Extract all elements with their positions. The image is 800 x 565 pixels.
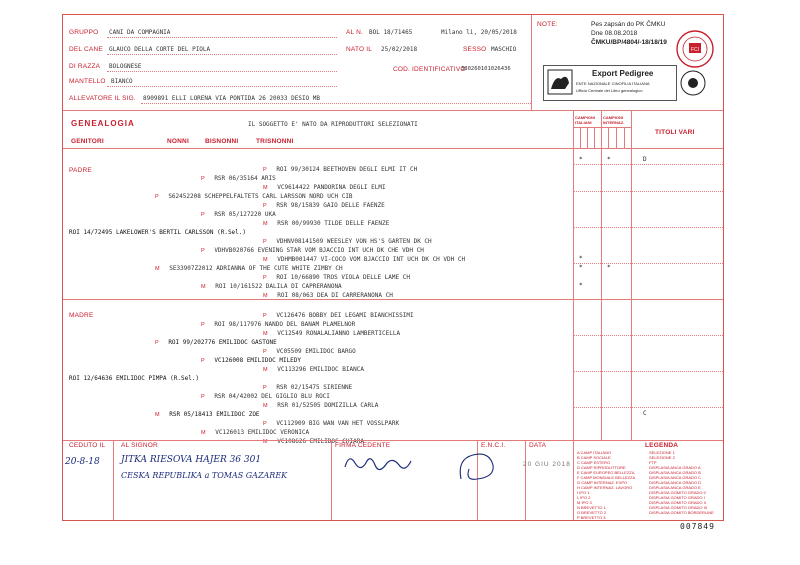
row-tag: P <box>263 313 267 319</box>
legend-item: M IPO 3 <box>577 500 592 505</box>
rule <box>573 127 631 128</box>
note-label: NOTE: <box>537 21 558 28</box>
row-text: VC112909 BIG WAN VAN HET VOSSLPARK <box>276 420 400 427</box>
razza-value: BOLOGNESE <box>109 63 142 70</box>
rule <box>624 127 625 148</box>
row-tag: M <box>263 185 268 191</box>
rule <box>573 164 723 165</box>
row-text: VC9614422 PANDORINA DEGLI ELMI <box>277 184 386 191</box>
row-tag: M <box>263 367 268 373</box>
row-text: S62452208 SCHEPPELFALTETS CARL LARSSON NORD UCH CIB <box>168 193 353 200</box>
table-row <box>263 282 393 301</box>
row-text: VC12549 RONALALIANNO LAMBERTICELLA <box>277 330 401 337</box>
row-text: RSR 06/35164 ARIS <box>214 175 276 182</box>
row-tag: P <box>201 212 205 218</box>
gruppo-label: GRUPPO <box>69 29 99 36</box>
legend-item: E CAMP EUROPEO BELLEZZA <box>577 470 635 475</box>
row-tag: P <box>201 358 205 364</box>
asterisk-mark: * <box>579 264 583 271</box>
legend-item: D CAMP RIPRODUTTORE <box>577 465 626 470</box>
export-sub1: ENTE NAZIONALE CINOFILIA ITALIANA <box>576 81 650 86</box>
table-row <box>155 401 260 420</box>
row-text: ROI 99/30124 BEETHOVEN DEGLI ELMI IT CH <box>276 166 418 173</box>
enci-logo-icon <box>547 69 573 95</box>
asterisk-mark: * <box>579 255 583 262</box>
padre-label: PADRE <box>69 167 92 174</box>
legend-item: F CAMP MONDIALE BELLEZZA <box>577 475 636 480</box>
rule <box>63 148 723 149</box>
row-text: VDHVB020766 EVENING STAR VOM BJACCIO INT UCH DK CHE VDH CH <box>214 247 424 254</box>
legend-item: L IPO 2 <box>577 495 591 500</box>
row-text: VC113296 EMILIDOC BIANCA <box>277 366 364 373</box>
row-text: RSR 04/42002 DEL GIGLIO BLU ROCI <box>214 393 330 400</box>
legend-left-list <box>577 450 635 520</box>
export-pedigree-box <box>543 65 677 101</box>
row-tag: M <box>155 266 160 272</box>
row-tag: P <box>263 239 267 245</box>
table-row <box>155 329 277 348</box>
asterisk-mark: * <box>579 282 583 289</box>
titoli-vari-label: TITOLI VARI <box>655 129 695 136</box>
row-tag: P <box>201 248 205 254</box>
asterisk-mark: * <box>579 156 583 163</box>
row-text: VC108626 EMILIDOC CHIARA <box>277 438 364 445</box>
row-tag: M <box>263 221 268 227</box>
row-text: VC126013 EMILIDOC VERONICA <box>215 429 310 436</box>
round-stamp-icon <box>679 69 707 97</box>
table-row <box>263 156 417 175</box>
allevatore-value: 8909891 ELLI LORENA VIA PONTIDA 26 20033 DESIO MB <box>143 95 321 102</box>
row-tag: P <box>155 340 159 346</box>
legend-item: SELEZIONE 2 <box>649 455 675 460</box>
mantello-label: MANTELLO <box>69 78 106 85</box>
legend-item: DISPLASIA GOMITO GRADO III <box>649 505 707 510</box>
rule <box>525 440 526 520</box>
codice-value: 380260101026436 <box>461 66 511 72</box>
rule <box>107 86 337 87</box>
cedente-signature-icon <box>343 451 413 473</box>
padre-madre-divider <box>63 299 723 300</box>
row-tag: M <box>201 430 206 436</box>
rule <box>573 191 723 192</box>
row-tag: M <box>263 257 268 263</box>
signor-label: AL SIGNOR <box>121 442 158 449</box>
note-line1: Pes zapsán do PK ČMKU <box>591 21 666 28</box>
legend-item: H CAMP INTERNAZ. LAVORO <box>577 485 633 490</box>
pedigree-sheet <box>62 14 724 521</box>
note-line3: ČMKU/BP/4804/-18/18/19 <box>591 39 667 46</box>
table-row <box>263 320 400 339</box>
rule <box>573 227 723 228</box>
export-sub2: Ufficio Centrale del Libro genealogico <box>576 88 643 93</box>
row-text: ROI 98/117976 NANDO DEL BANAM PLAMELNOR <box>214 321 356 328</box>
razza-label: DI RAZZA <box>69 63 101 70</box>
legend-item: DISPLASIA ANCA GRADO B <box>649 470 701 475</box>
row-text: VC126008 EMILIDOC MILEDY <box>214 357 302 364</box>
row-text: ROI 99/202776 EMILIDOC GASTONE <box>168 339 277 346</box>
row-text: RSR 05/127220 UKA <box>214 211 276 218</box>
table-row-mother <box>69 365 199 384</box>
rule <box>107 71 337 72</box>
asterisk-mark: * <box>607 156 611 163</box>
codice-label: COD. IDENTIFICATIVO <box>393 66 466 73</box>
rule <box>107 54 337 55</box>
row-tag: P <box>263 167 267 173</box>
col-bisnonni: BISNONNI <box>205 138 239 145</box>
row-text: ROI 10/66890 TROS VIOLA DELLE LAME CH <box>276 274 410 281</box>
row-text: SE33907Z2012 ADRIANNA OF THE CUTE WHITE ZIMBY CH <box>169 265 343 272</box>
cmku-seal-icon <box>675 29 715 69</box>
legend-item: DISPLASIA GOMITO GRADO 0 <box>649 490 706 495</box>
signor-handwritten-line1: JITKA RIESOVA HAJER 36 301 <box>121 455 262 465</box>
cmku-seal <box>675 29 715 69</box>
rule <box>113 440 114 520</box>
al-n-value: BOL 18/71465 <box>369 29 413 36</box>
row-tag: M <box>263 439 268 445</box>
rule <box>573 263 723 264</box>
mantello-value: BIANCO <box>111 78 133 85</box>
rule <box>594 127 595 148</box>
rule <box>608 127 609 148</box>
col-nonni: NONNI <box>167 138 189 145</box>
row-text: RSR 01/52505 DOMIZILLA CARLA <box>277 402 379 409</box>
row-tag: P <box>201 322 205 328</box>
note-divider <box>531 15 532 110</box>
legend-item: DISPLASIA GOMITO GRADO I <box>649 495 705 500</box>
header-divider <box>63 110 723 111</box>
allevatore-label: ALLEVATORE IL SIG. <box>69 95 136 102</box>
note-line2: Dne 08.08.2018 <box>591 30 638 37</box>
rule <box>573 407 723 408</box>
sesso-label: SESSO <box>463 46 487 53</box>
row-tag: M <box>263 403 268 409</box>
titolo-d: D <box>643 156 647 163</box>
nato-value: 25/02/2018 <box>381 46 418 53</box>
row-tag: P <box>263 275 267 281</box>
firma-label: FIRMA CEDENTE <box>335 442 391 449</box>
legend-right-list <box>649 450 714 515</box>
serial-number: 007849 <box>680 522 715 531</box>
legend-item: DISPLASIA ANCA GRADO D <box>649 480 702 485</box>
genealogy-title: GENEALOGIA <box>71 119 135 128</box>
row-text: VDHMB001447 VI-COCO VOM BJACCIO INT UCH DK CH VDH CH <box>277 256 466 263</box>
legend-item: P BREVETTO 3 <box>577 515 606 520</box>
legend-item: C CAMP ESTERO <box>577 460 611 465</box>
campioni-internaz-label: CAMPIONI INTERNAZ. <box>603 115 625 125</box>
row-tag: P <box>201 394 205 400</box>
row-tag: P <box>263 349 267 355</box>
row-tag: M <box>155 412 160 418</box>
rule <box>331 440 332 520</box>
legend-item: O BREVETTO 2 <box>577 510 607 515</box>
row-tag: P <box>201 176 205 182</box>
legend-item: FTP <box>649 460 657 465</box>
al-n-label: AL N. <box>346 29 364 36</box>
enci-footer-label: E.N.C.I. <box>481 442 506 449</box>
row-text: RSR 05/18413 EMILIDOC ZOE <box>169 411 260 418</box>
ceduto-handwritten: 20-8-18 <box>65 457 100 467</box>
row-tag: M <box>201 284 206 290</box>
rule <box>580 127 581 148</box>
legend-item: N BREVETTO 1 <box>577 505 606 510</box>
fci-text: FCI <box>690 47 700 53</box>
col-divider-1 <box>573 110 574 440</box>
export-title: Export Pedigree <box>592 69 654 78</box>
table-row <box>263 392 378 411</box>
nato-label: NATO IL <box>346 46 373 53</box>
legend-item: DISPLASIA ANCA GRADO C <box>649 475 702 480</box>
row-tag: M <box>263 293 268 299</box>
row-text: RSR 98/15839 GAIO DELLE FAENZE <box>276 202 385 209</box>
rule <box>573 371 723 372</box>
campioni-italiani-label: CAMPIONI ITALIANI <box>575 115 595 125</box>
row-text: VC05509 EMILIDOC BARGO <box>276 348 356 355</box>
row-text: ROI 14/72495 LAKELOWER'S BERTIL CARLSSON (R.Sel.) <box>69 229 247 236</box>
enci-signature-icon <box>455 449 499 487</box>
rule <box>616 127 617 148</box>
rule <box>107 37 337 38</box>
signor-handwritten-line2: CESKA REPUBLIKA a TOMAS GAZAREK <box>121 471 288 480</box>
legend-item: DISPLASIA ANCA GRADO A <box>649 465 701 470</box>
legend-item: SELEZIONE 1 <box>649 450 675 455</box>
date-stamp: 20 GIU 2018 <box>523 461 571 468</box>
table-row-father <box>69 219 246 238</box>
sesso-value: MASCHIO <box>491 46 517 53</box>
row-text: VC126476 BOBBY DEI LEGAMI BIANCHISSIMI <box>276 312 414 319</box>
legend-item: B CAMP SOCIALE <box>577 455 611 460</box>
legend-item: A CAMP ITALIANO <box>577 450 612 455</box>
rule <box>587 127 588 148</box>
legend-item: DISPLASIA GOMITO GRADO II <box>649 500 706 505</box>
col-divider-2 <box>601 110 602 440</box>
legend-item: G CAMP INTERNAZ. EXPO <box>577 480 628 485</box>
row-text: ROI 08/063 DEA DI CARRERANONA CH <box>277 292 393 299</box>
row-text: RSR 02/15475 SIRIENNE <box>276 384 353 391</box>
row-tag: P <box>263 421 267 427</box>
rule <box>141 103 531 104</box>
row-text: ROI 12/64636 EMILIDOC PIMPA (R.Sel.) <box>69 375 200 382</box>
legend-item: I IPO 1 <box>577 490 590 495</box>
row-tag: P <box>263 385 267 391</box>
place-date: Milano li, 20/05/2018 <box>441 29 517 36</box>
legend-item: DISPLASIA ANCA GRADO E <box>649 485 701 490</box>
col-trisnonni: TRISNONNI <box>256 138 294 145</box>
rule <box>573 440 574 520</box>
row-text: ROI 10/161522 DALILA DI CAPRERANONA <box>215 283 342 290</box>
titolo-c: C <box>643 410 647 417</box>
table-row <box>263 192 385 211</box>
ceduto-label: CEDUTO IL <box>69 442 106 449</box>
asterisk-mark: * <box>607 264 611 271</box>
row-tag: P <box>263 203 267 209</box>
col-genitori: GENITORI <box>71 138 104 145</box>
cane-value: GLAUCO DELLA CORTE DEL PIOLA <box>109 46 211 53</box>
row-tag: M <box>263 331 268 337</box>
genealogy-subtitle: IL SOGGETTO E' NATO DA RIPRODUTTORI SELEZIONATI <box>248 121 418 128</box>
row-text: RSR 00/99930 TILDE DELLE FAENZE <box>277 220 390 227</box>
cane-label: DEL CANE <box>69 46 103 53</box>
col-divider-3 <box>631 110 632 440</box>
madre-label: MADRE <box>69 312 94 319</box>
table-row <box>263 210 389 229</box>
row-text: VDHNV08141509 WEESLEY VON HS'S GARTEN DK CH <box>276 238 432 245</box>
rule <box>573 335 723 336</box>
row-tag: P <box>155 194 159 200</box>
table-row <box>263 356 364 375</box>
footer-divider <box>63 440 723 441</box>
data-label: DATA <box>529 442 547 449</box>
legenda-label: LEGENDA <box>645 442 679 449</box>
gruppo-value: CANI DA COMPAGNIA <box>109 29 171 36</box>
legend-item: DISPLASIA GOMITO BORDERLINE <box>649 510 714 515</box>
